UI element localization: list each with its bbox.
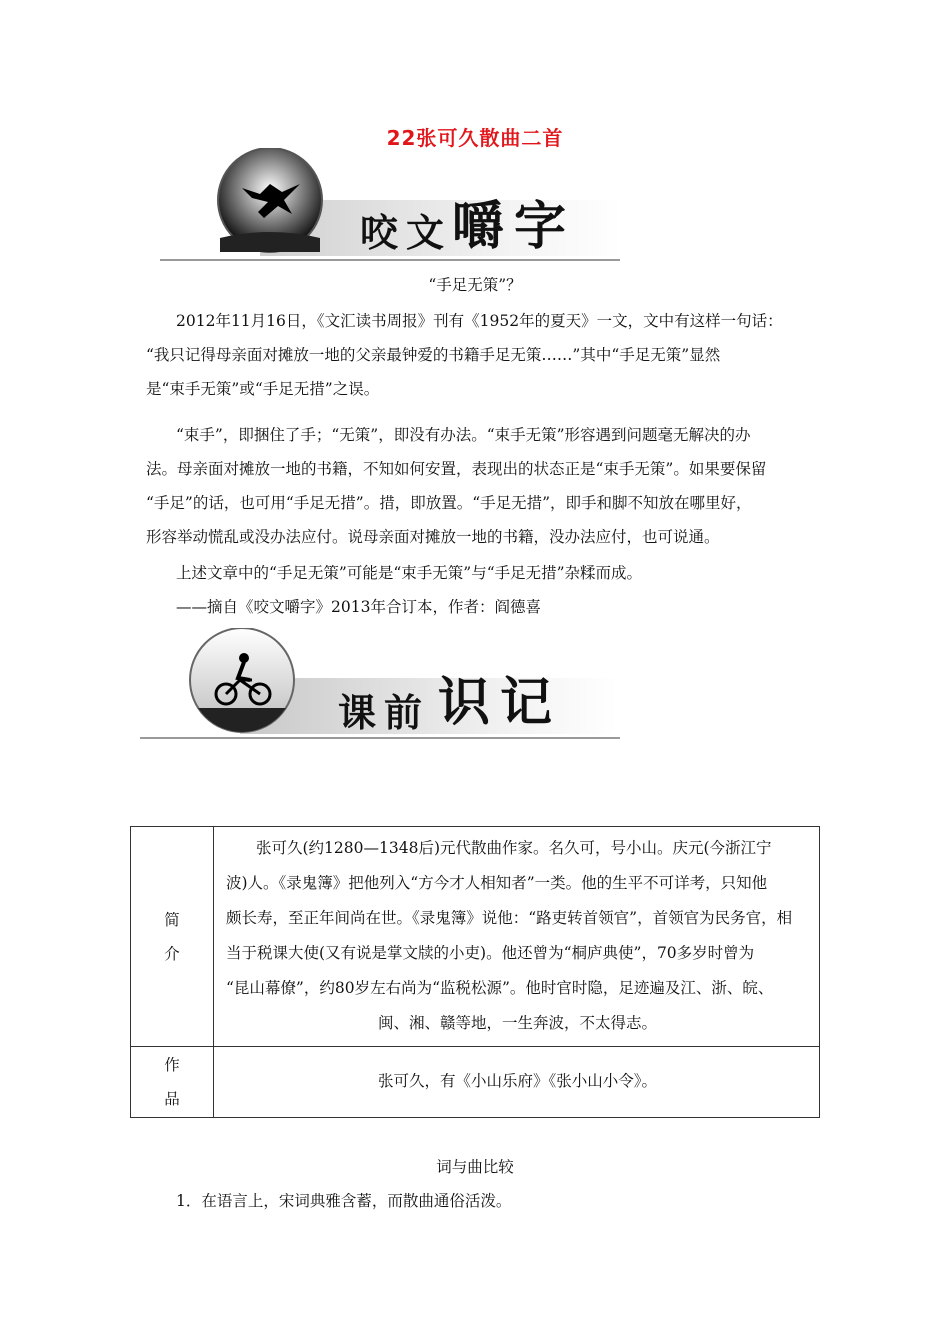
banner-yaowenjiaozi (160, 148, 620, 266)
works-label-char1: 作 (164, 1056, 180, 1074)
works-text: 张可久，有《小山乐府》《张小山小令》。 (377, 1071, 657, 1090)
banner2-char1: 课 (338, 690, 377, 735)
table-row-intro (131, 827, 820, 1047)
intro-line3: 颇长寿，至正年间尚在世。《录鬼簿》说他：“路吏转首领官”，首领官为民务官，相 (226, 908, 793, 927)
intro-label-char2: 介 (164, 944, 180, 963)
section1-p3: 上述文章中的“手足无策”可能是“束手无策”与“手足无措”杂糅而成。 (176, 564, 643, 582)
intro-line4: 当于税课大使(又有说是掌文牍的小吏)。他还曾为“桐庐典使”，70多岁时曾为 (226, 943, 755, 962)
intro-line1: 张可久(约1280—1348后)元代散曲作家。名久可，号小山。庆元(今浙江宁 (256, 838, 772, 857)
intro-label-char1: 简 (164, 910, 180, 929)
works-label-char2: 品 (164, 1090, 180, 1108)
banner1-char4: 字 (514, 196, 567, 257)
intro-line6: 闽、湘、赣等地，一生奔波，不太得志。 (377, 1013, 657, 1032)
page-title: 22张可久散曲二首 (386, 126, 564, 150)
author-info-table (130, 826, 820, 1118)
section2-item1: 1．在语言上，宋词典雅含蓄，而散曲通俗活泼。 (176, 1192, 512, 1210)
section1-source: ——摘自《咬文嚼字》2013年合订本，作者：阎德喜 (176, 598, 541, 616)
section1-p1-line1: 2012年11月16日，《文汇读书周报》刊有《1952年的夏天》一文，文中有这样一句话： (176, 312, 783, 330)
section1-p2-line4: 形容举动慌乱或没办法应付。说母亲面对摊放一地的书籍，没办法应付，也可说通。 (146, 528, 720, 546)
banner-kexianshiji (140, 628, 620, 744)
section1-heading: “手足无策”？ (428, 276, 522, 294)
section1-p2-line1: “束手”，即捆住了手；“无策”，即没有办法。“束手无策”形容遇到问题毫无解决的办 (176, 426, 751, 444)
works-content-cell (214, 1047, 820, 1118)
banner2-char4: 记 (500, 672, 553, 733)
section1-p2-line2: 法。母亲面对摊放一地的书籍，不知如何安置，表现出的状态正是“束手无策”。如果要保留 (146, 460, 767, 478)
banner2-char3: 识 (438, 672, 491, 733)
banner1-char2: 文 (406, 210, 445, 255)
section1-p1-line3: 是“束手无策”或“手足无措”之误。 (146, 380, 380, 398)
table-row-works (131, 1047, 820, 1118)
works-label-cell (131, 1047, 214, 1118)
intro-line2: 波)人。《录鬼簿》把他列入“方今才人相知者”一类。他的生平不可详考，只知他 (226, 873, 768, 892)
section1-p1-line2: “我只记得母亲面对摊放一地的父亲最钟爱的书籍手足无策……”其中“手足无策”显然 (146, 346, 721, 364)
intro-label-cell (131, 827, 214, 1047)
section2-heading: 词与曲比较 (436, 1158, 514, 1176)
banner1-char3: 嚼 (452, 196, 505, 257)
section1-p2-line3: “手足”的话，也可用“手足无措”。措，即放置。“手足无措”，即手和脚不知放在哪里好， (146, 494, 752, 512)
banner1-char1: 咬 (360, 210, 399, 255)
banner2-char2: 前 (384, 690, 423, 735)
intro-line5: “昆山幕僚”，约80岁左右尚为“监税松源”。他时官时隐，足迹遍及江、浙、皖、 (226, 978, 774, 997)
intro-content-cell (214, 827, 820, 1047)
